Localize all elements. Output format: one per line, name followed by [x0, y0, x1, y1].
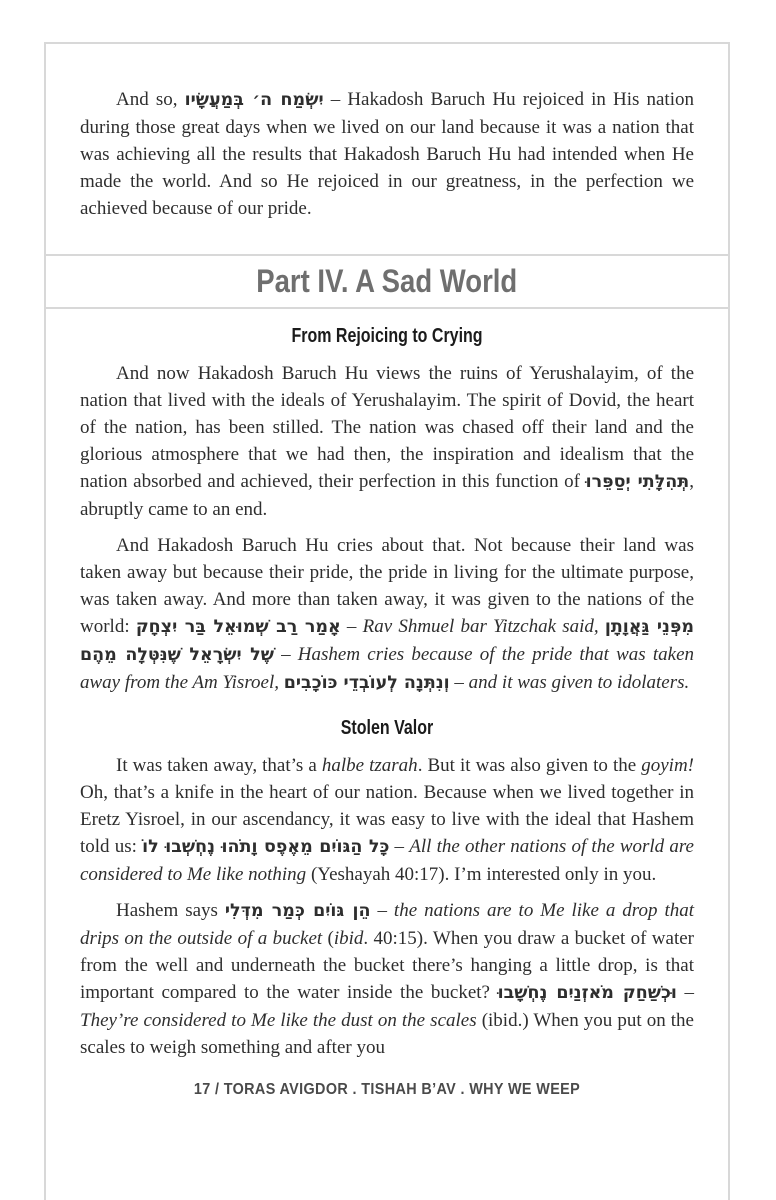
hebrew-phrase: הֵן גּוֹיִם כְּמַר מִדְּלִי	[224, 901, 371, 921]
text-segment: It was taken away, that’s a	[116, 755, 322, 776]
hebrew-phrase: יִשְׂמַח ה׳ בְּמַעֲשָׂיו	[184, 90, 324, 110]
text-segment: – All the other nations of the world are considered to Me like nothing	[80, 836, 694, 885]
body-paragraph	[80, 752, 694, 888]
part-header-band	[46, 254, 728, 309]
text-segment: , abruptly came to an end.	[80, 471, 694, 520]
text-segment: . 40:15). When you draw a bucket of water from the well and underneath the bucket there’s hanging a little drop, is that important compared to the water inside the bucket?	[80, 928, 694, 1003]
text-segment: Oh, that’s a knife in the heart of our nation. Because when we lived together in Eretz Yisroel, in our ascendancy, it was easy to live with the ideal that Hashem told us:	[80, 782, 694, 857]
hebrew-phrase: כָּל הַגּוֹיִם מֵאֶפֶס וָתֹהוּ נֶחְשְׁבוּ לוֹ	[142, 837, 390, 857]
hebrew-phrase: וְנִתְּנָה לְעוֹבְדֵי כּוֹכָבִים	[283, 673, 450, 693]
text-segment: – Hashem cries because of the pride that was taken away from the Am Yisroel,	[80, 644, 695, 693]
section-heading: Stolen Valor	[340, 717, 434, 739]
body-paragraph	[80, 897, 694, 1061]
text-segment: (ibid.) When you put on the scales to weigh something and after you	[80, 1010, 694, 1058]
text-segment: And so,	[116, 89, 185, 110]
text-segment: . But it was also given to the	[417, 755, 642, 776]
section-heading: From Rejoicing to Crying	[291, 325, 483, 347]
text-segment: (Yeshayah 40:17). I’m interested only in you.	[306, 864, 657, 885]
text-segment: Hashem says	[116, 900, 225, 921]
text-segment: – the nations are to Me like a drop that drips on the outside of a bucket	[80, 900, 695, 949]
text-segment: – Rav Shmuel bar Yitzchak said,	[340, 616, 605, 637]
hebrew-phrase: אָמַר רַב שְׁמוּאֵל בַּר יִצְחָק	[135, 617, 341, 637]
text-segment: halbe tzarah	[321, 755, 418, 776]
main-blocks	[80, 325, 694, 1061]
text-segment: And Hakadosh Baruch Hu cries about that. Not because their land was taken away but because their pride, the pride in living for the ultimate purpose, was taken away. And more than taken away, it was given to the nations of the world:	[80, 535, 694, 637]
hebrew-phrase: תְּהִלָּתִי יְסַפֵּרוּ	[585, 472, 690, 492]
page-footer: 17 / TORAS AVIGDOR . TISHAH B’AV . WHY WE WEEP	[193, 1081, 581, 1098]
main-section	[46, 309, 728, 1099]
hebrew-phrase: וּכְשַׁחַק מֹאזְנַיִם נֶחְשָׁבוּ	[497, 983, 677, 1003]
body-paragraph	[80, 532, 694, 697]
text-segment: ibid	[333, 928, 364, 949]
text-segment: – Hakadosh Baruch Hu rejoiced in His nation during those great days when we lived on our land because it was a nation that was achieving all the results that Hakadosh Baruch Hu had intended when He made the world. And so He rejoiced in our greatness, in the perfection we achieved because of our pride.	[80, 89, 694, 219]
body-paragraph	[80, 86, 694, 222]
intro-section	[46, 44, 728, 254]
hebrew-phrase: מִפְּנֵי גַּאֲוָתָן שֶׁל יִשְׂרָאֵל שֶׁנִּטְּלָה מֵהֶם	[80, 617, 695, 665]
text-segment: – and it was given to idolaters.	[449, 672, 690, 693]
text-segment: goyim!	[641, 755, 695, 776]
text-segment: And now Hakadosh Baruch Hu views the ruins of Yerushalayim, of the nation that lived with the ideals of Yerushalayim. The spirit of Dovid, the heart of the nation, has been stilled. The nation was chased off their land and the glorious atmosphere that we had then, the inspiration and idealism that the nation absorbed and achieved, their perfection in this function of	[80, 363, 694, 492]
body-paragraph	[80, 360, 694, 523]
intro-blocks	[80, 86, 694, 222]
text-segment: (	[322, 928, 334, 949]
part-title: Part IV. A Sad World	[256, 263, 518, 299]
text-segment: – They’re considered to Me like the dust on the scales	[80, 982, 695, 1031]
page-sheet	[44, 42, 730, 1200]
